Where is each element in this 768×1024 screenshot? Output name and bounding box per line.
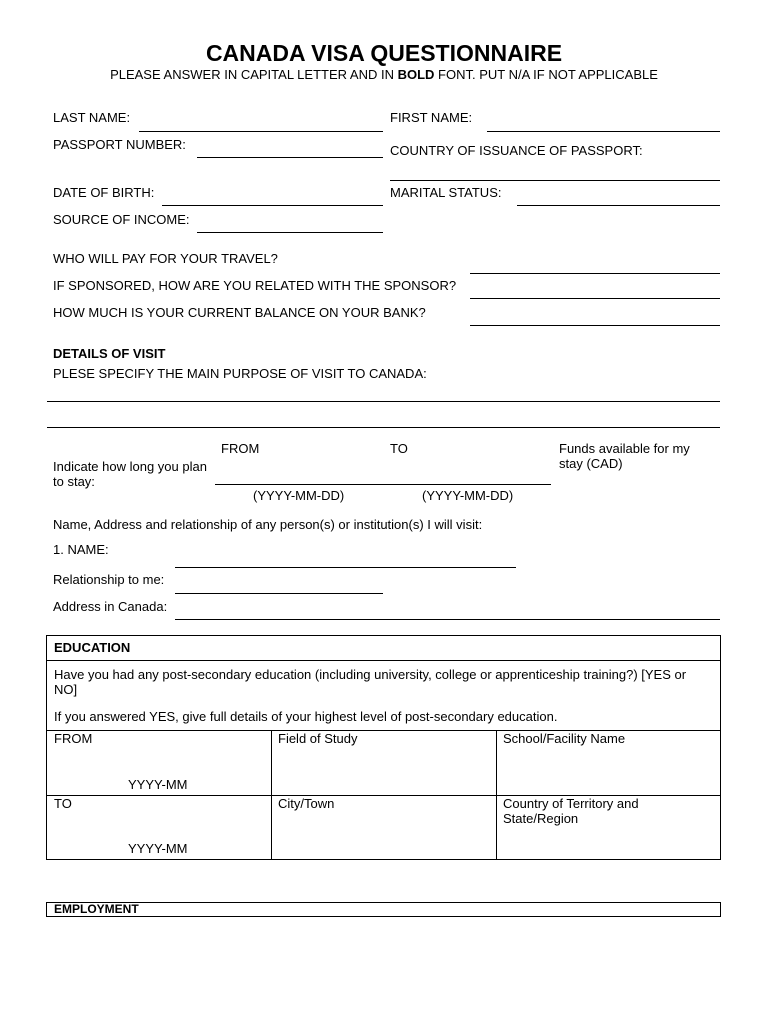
education-heading: EDUCATION: [54, 640, 131, 655]
instruction-text: [0, 67, 768, 82]
instruction-post: FONT. PUT N/A IF NOT APPLICABLE: [434, 67, 658, 82]
education-col-divider-2: [496, 730, 497, 860]
country-of-issuance-label: COUNTRY OF ISSUANCE OF PASSPORT:: [390, 143, 643, 158]
country-region-label[interactable]: Country of Territory and State/Region: [503, 796, 639, 826]
visit-purpose-line-2[interactable]: [47, 427, 720, 428]
stay-to-label: TO: [390, 441, 408, 456]
relationship-label: Relationship to me:: [53, 572, 165, 587]
employment-heading: EMPLOYMENT: [54, 902, 139, 916]
field-of-study-label[interactable]: Field of Study: [278, 731, 358, 746]
page-title: CANADA VISA QUESTIONNAIRE: [205, 40, 563, 66]
marital-status-field[interactable]: [517, 205, 720, 206]
sponsor-relation-field[interactable]: [470, 298, 720, 299]
first-name-label: FIRST NAME:: [390, 110, 473, 125]
stay-from-label: FROM: [221, 441, 260, 456]
education-from-label[interactable]: FROM: [54, 731, 93, 746]
employment-section: [46, 902, 721, 917]
passport-number-label: PASSPORT NUMBER:: [53, 137, 186, 152]
education-to-label[interactable]: TO: [54, 796, 72, 811]
education-to-format: YYYY-MM: [128, 841, 188, 856]
education-col-divider-1: [271, 730, 272, 860]
from-date-format: (YYYY-MM-DD): [253, 488, 345, 503]
persons-intro: Name, Address and relationship of any person(s) or institution(s) I will visit:: [53, 517, 483, 532]
source-of-income-field[interactable]: [197, 232, 383, 233]
who-pays-label: WHO WILL PAY FOR YOUR TRAVEL?: [53, 251, 278, 266]
how-long-label: Indicate how long you plan to stay:: [53, 459, 207, 489]
last-name-label: LAST NAME:: [53, 110, 131, 125]
bank-balance-label: HOW MUCH IS YOUR CURRENT BALANCE ON YOUR BANK?: [53, 305, 426, 320]
last-name-field[interactable]: [139, 131, 383, 132]
passport-number-field[interactable]: [197, 157, 383, 158]
school-name-label[interactable]: School/Facility Name: [503, 731, 626, 746]
education-details: If you answered YES, give full details of your highest level of post-secondary education.: [54, 709, 558, 724]
city-town-label[interactable]: City/Town: [278, 796, 335, 811]
relationship-field[interactable]: [175, 593, 383, 594]
education-from-format: YYYY-MM: [128, 777, 188, 792]
stay-dates-field[interactable]: [215, 484, 551, 485]
first-name-field[interactable]: [487, 131, 720, 132]
source-of-income-label: SOURCE OF INCOME:: [53, 212, 190, 227]
country-of-issuance-field[interactable]: [390, 180, 720, 181]
education-question: Have you had any post-secondary education (including university, college or apprenticeship training?) [YES or NO]: [54, 667, 687, 697]
to-date-format: (YYYY-MM-DD): [422, 488, 514, 503]
instruction-bold: BOLD: [397, 67, 435, 82]
education-heading-divider: [46, 660, 721, 661]
marital-status-label: MARITAL STATUS:: [390, 185, 502, 200]
visit-name-label: 1. NAME:: [53, 542, 109, 557]
visit-purpose-label: PLESE SPECIFY THE MAIN PURPOSE OF VISIT TO CANADA:: [53, 366, 427, 381]
date-of-birth-label: DATE OF BIRTH:: [53, 185, 155, 200]
visit-heading: DETAILS OF VISIT: [53, 346, 166, 361]
date-of-birth-field[interactable]: [162, 205, 383, 206]
address-field[interactable]: [175, 619, 720, 620]
funds-label: Funds available for my stay (CAD): [559, 441, 690, 471]
bank-balance-field[interactable]: [470, 325, 720, 326]
visit-purpose-line-1[interactable]: [47, 401, 720, 402]
address-label: Address in Canada:: [53, 599, 168, 614]
visit-name-field[interactable]: [175, 567, 516, 568]
instruction-pre: PLEASE ANSWER IN CAPITAL LETTER AND IN: [110, 67, 398, 82]
sponsor-relation-label: IF SPONSORED, HOW ARE YOU RELATED WITH THE SPONSOR?: [53, 278, 457, 293]
who-pays-field[interactable]: [470, 273, 720, 274]
